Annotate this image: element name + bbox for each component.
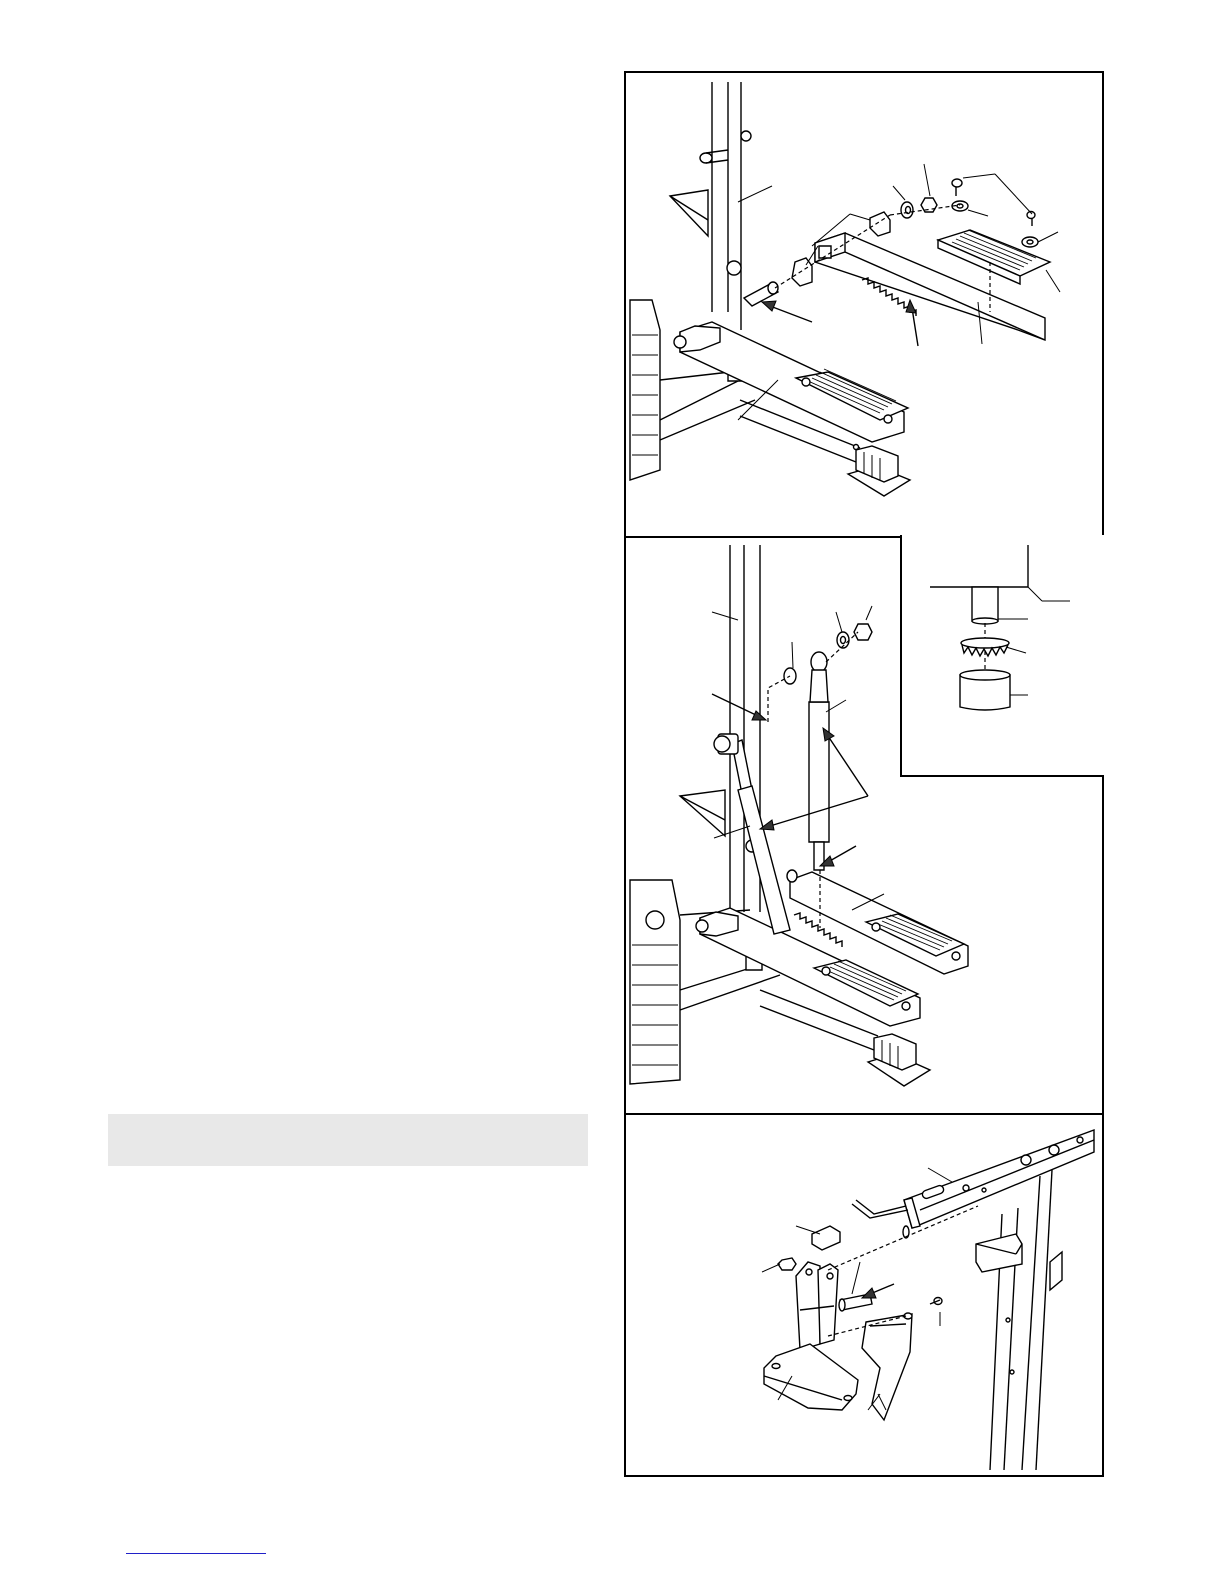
floor-end-cap-b: [868, 1034, 930, 1086]
floor-end-cap: [848, 446, 910, 496]
pivot-bracket: [764, 1262, 858, 1410]
vertical-cylinder: [809, 652, 829, 870]
weight-stack-b: [630, 880, 680, 1084]
panel-a-drawing: [630, 82, 1060, 496]
weight-stack: [630, 300, 660, 480]
frame-rail: [904, 1130, 1094, 1228]
cylinder-cap-detail-drawing: [902, 535, 1106, 777]
cylinder-detail-inset: [900, 535, 1104, 777]
panel-c-drawing: [762, 1130, 1094, 1470]
